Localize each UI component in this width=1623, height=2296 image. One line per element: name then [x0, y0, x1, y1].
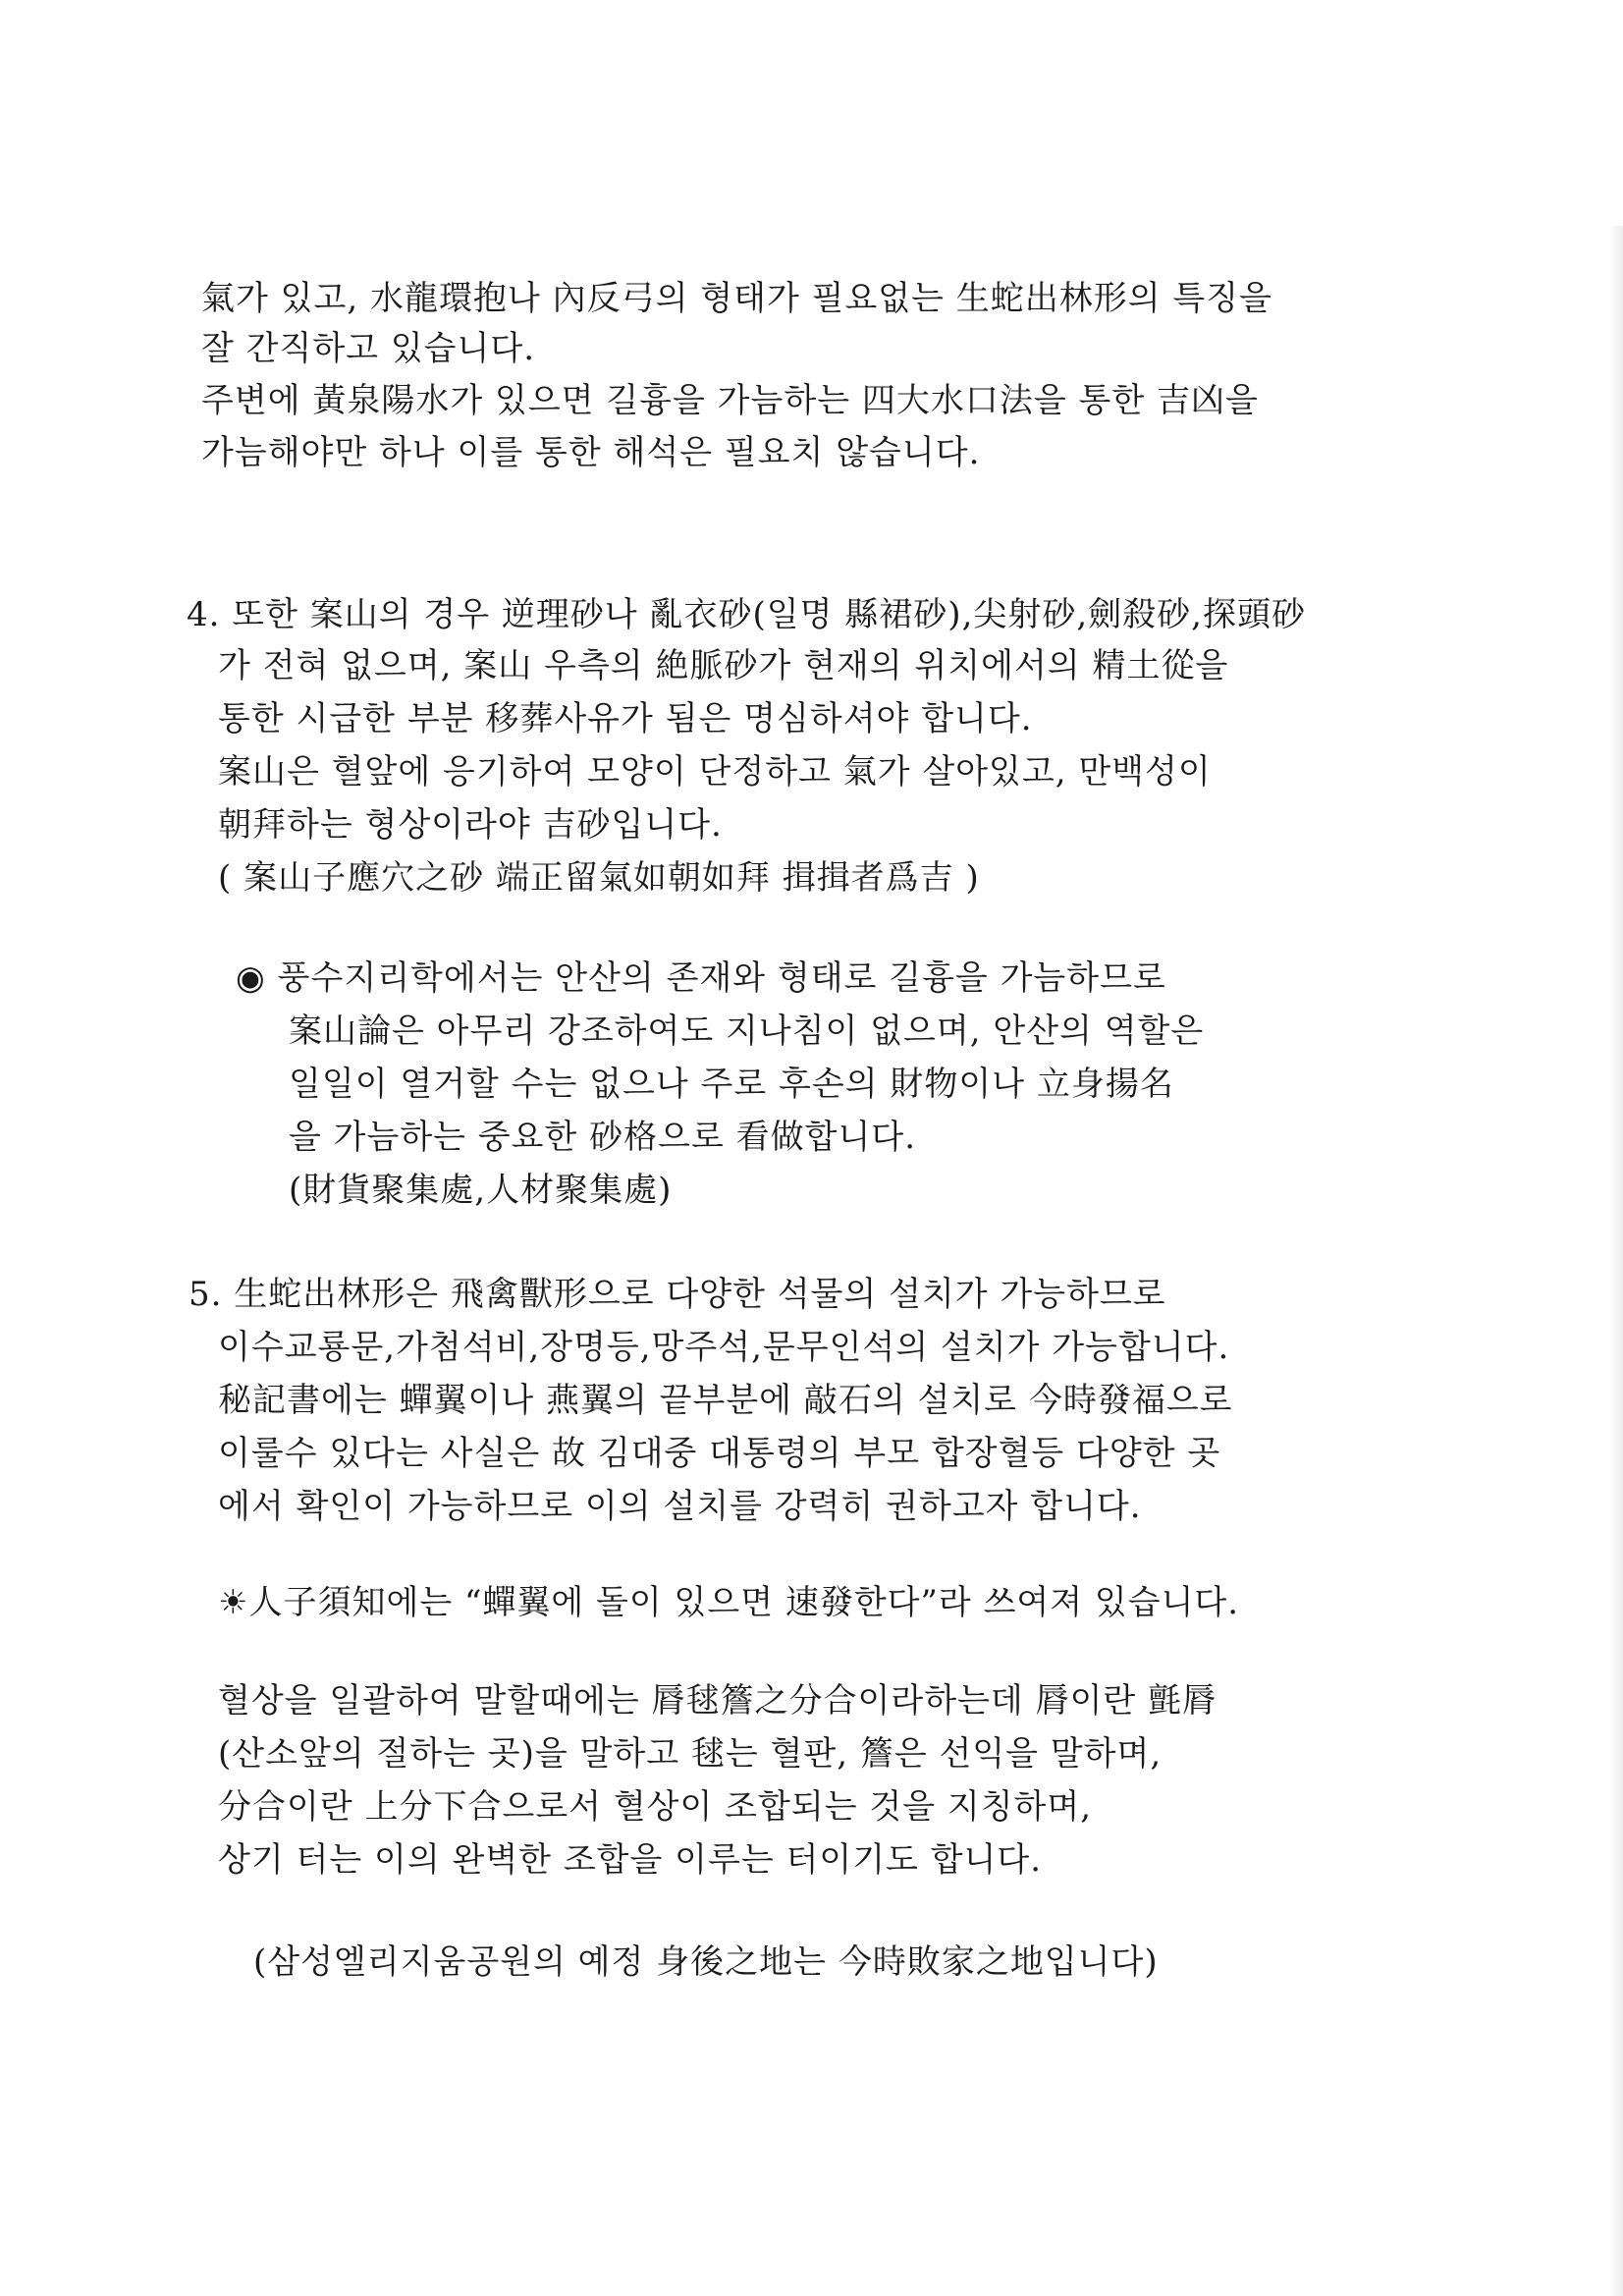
scan-edge-shadow — [1609, 226, 1623, 2296]
section-4-line-5: 朝拜하는 형상이라야 吉砂입니다. — [218, 805, 723, 845]
intro-line-2: 잘 간직하고 있습니다. — [201, 329, 536, 368]
summary-line-3: 分合이란 上分下合으로서 혈상이 조합되는 것을 지칭하며, — [218, 1787, 1093, 1827]
closing-note: (삼성엘리지움공원의 예정 身後之地는 今時敗家之地입니다) — [253, 1942, 1159, 1982]
feng-shui-note-line-5: (財貨聚集處,人材聚集處) — [289, 1171, 673, 1210]
section-4-line-6: ( 案山子應穴之砂 端正留氣如朝如拜 揖揖者爲吉 ) — [218, 858, 980, 898]
intro-line-1: 氣가 있고, 水龍環抱나 內反弓의 형태가 필요없는 生蛇出林形의 특징을 — [201, 279, 1272, 318]
intro-line-4: 가늠해야만 하나 이를 통한 해석은 필요치 않습니다. — [201, 433, 981, 472]
summary-line-4: 상기 터는 이의 완벽한 조합을 이루는 터이기도 합니다. — [218, 1840, 1043, 1880]
intro-line-3: 주변에 黃泉陽水가 있으면 길흉을 가늠하는 四大水口法을 통한 吉凶을 — [201, 381, 1259, 420]
section-5-line-5: 에서 확인이 가능하므로 이의 설치를 강력히 권하고자 합니다. — [218, 1487, 1142, 1526]
quote-note: ☀人子須知에는 “蟬翼에 돌이 있으면 速發한다”라 쓰여져 있습니다. — [218, 1583, 1240, 1622]
section-4-line-2: 가 전혀 없으며, 案山 우측의 絶脈砂가 현재의 위치에서의 精土從을 — [218, 646, 1229, 685]
section-4-line-1: 4. 또한 案山의 경우 逆理砂나 亂衣砂(일명 縣裙砂),尖射砂,劍殺砂,探頭砂 — [187, 595, 1306, 634]
feng-shui-note-text-1: 풍수지리학에서는 안산의 존재와 형태로 길흉을 가늠하므로 — [277, 958, 1166, 998]
section-5-line-2: 이수교룡문,가첨석비,장명등,망주석,문무인석의 설치가 가능합니다. — [218, 1328, 1230, 1367]
summary-line-2: (산소앞의 절하는 곳)을 말하고 毬는 혈판, 簷은 선익을 말하며, — [218, 1734, 1163, 1774]
summary-line-1: 혈상을 일괄하여 말할때에는 脣毬簷之分合이라하는데 脣이란 氈脣 — [218, 1681, 1217, 1721]
circle-bullet-icon: ◉ — [236, 958, 266, 998]
feng-shui-note-line-4: 을 가늠하는 중요한 砂格으로 看做합니다. — [289, 1118, 917, 1157]
feng-shui-note-line-3: 일일이 열거할 수는 없으나 주로 후손의 財物이나 立身揚名 — [289, 1065, 1174, 1104]
section-5-line-1: 5. 生蛇出林形은 飛禽獸形으로 다양한 석물의 설치가 가능하므로 — [189, 1275, 1166, 1314]
section-5-line-4: 이룰수 있다는 사실은 故 김대중 대통령의 부모 합장혈등 다양한 곳 — [218, 1434, 1221, 1473]
section-4-line-3: 통한 시급한 부분 移葬사유가 됨은 명심하셔야 합니다. — [218, 699, 1033, 738]
feng-shui-note-line-1 — [236, 957, 1166, 1000]
section-5-line-3: 秘記書에는 蟬翼이나 燕翼의 끝부분에 敲石의 설치로 今時發福으로 — [218, 1381, 1233, 1420]
section-4-line-4: 案山은 혈앞에 응기하여 모양이 단정하고 氣가 살아있고, 만백성이 — [218, 752, 1212, 792]
feng-shui-note-line-2: 案山論은 아무리 강조하여도 지나침이 없으며, 안산의 역할은 — [289, 1011, 1205, 1051]
